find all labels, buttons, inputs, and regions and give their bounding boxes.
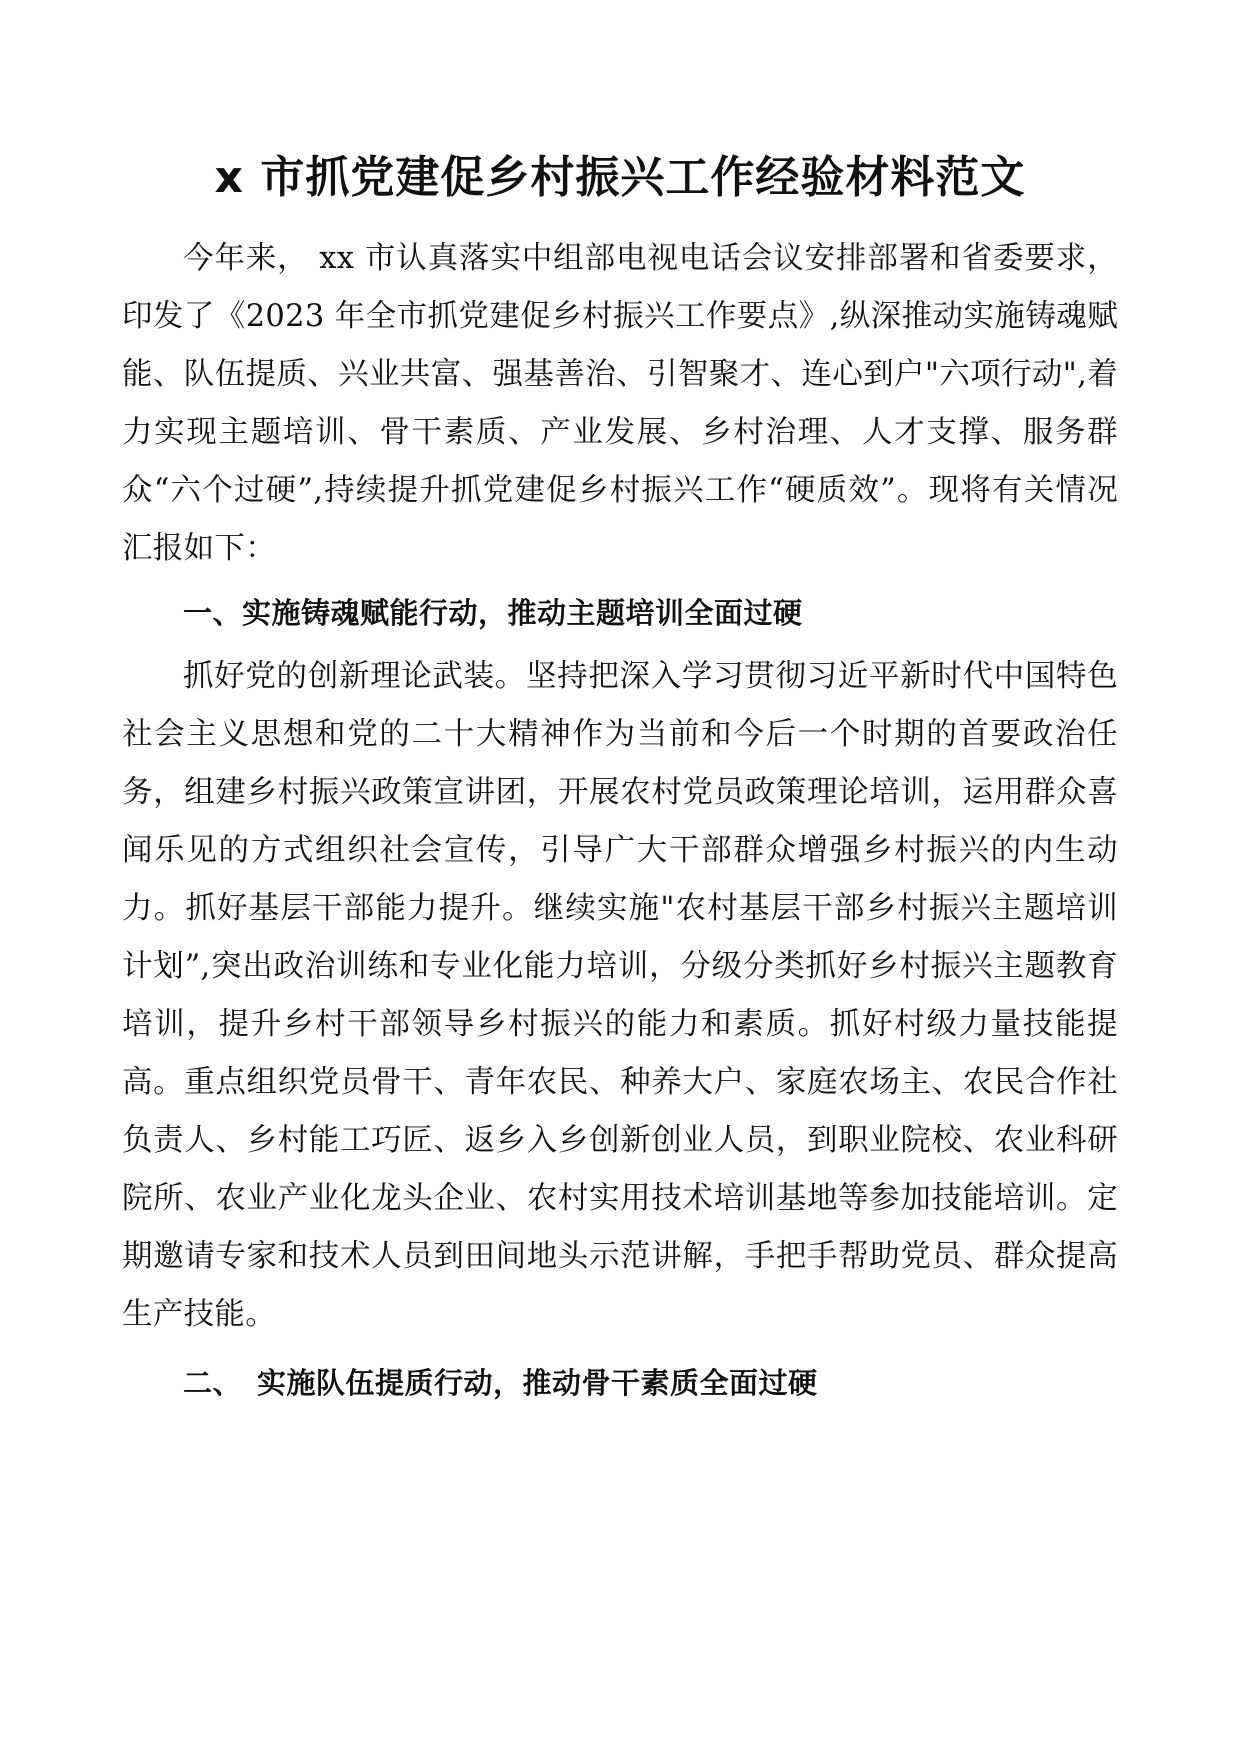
section-body-1: 抓好党的创新理论武装。坚持把深入学习贯彻习近平新时代中国特色社会主义思想和党的二十大精神作为当前和今后一个时期的首要政治任务，组建乡村振兴政策宣讲团，开展农村党员政策理论培训，运用群众喜闻乐见的方式组织社会宣传，引导广大干部群众增强乡村振兴的内生动力。抓好基层干部能力提升。继续实施"农村基层干部乡村振兴主题培训计划”,突出政治训练和专业化能力培训，分级分类抓好乡村振兴主题教育培训，提升乡村干部领导乡村振兴的能力和素质。抓好村级力量技能提高。重点组织党员骨干、青年农民、种养大户、家庭农场主、农民合作社负责人、乡村能工巧匠、返乡入乡创新创业人员，到职业院校、农业科研院所、农业产业化龙头企业、农村实用技术培训基地等参加技能培训。定期邀请专家和技术人员到田间地头示范讲解，手把手帮助党员、群众提高生产技能。: [122, 659, 1118, 1332]
document-body: [122, 230, 1118, 1412]
section-heading-2: 二、 实施队伍提质行动，推动骨干素质全面过硬: [183, 1366, 818, 1400]
spacer: [122, 1344, 1118, 1354]
document-title: x 市抓党建促乡村振兴工作经验材料范文: [214, 152, 1026, 203]
section-heading-1: 一、实施铸魂赋能行动，推动主题培训全面过硬: [183, 596, 803, 630]
intro-paragraph: 今年来， xx 市认真落实中组部电视电话会议安排部署和省委要求，印发了《2023 年全市抓党建促乡村振兴工作要点》,纵深推动实施铸魂赋能、队伍提质、兴业共富、强基善治、引智聚才、连心到户"六项行动",着力实现主题培训、骨干素质、产业发展、乡村治理、人才支撑、服务群众“六个过硬”,持续提升抓党建促乡村振兴工作“硬质效”。现将有关情况汇报如下：: [122, 241, 1118, 566]
